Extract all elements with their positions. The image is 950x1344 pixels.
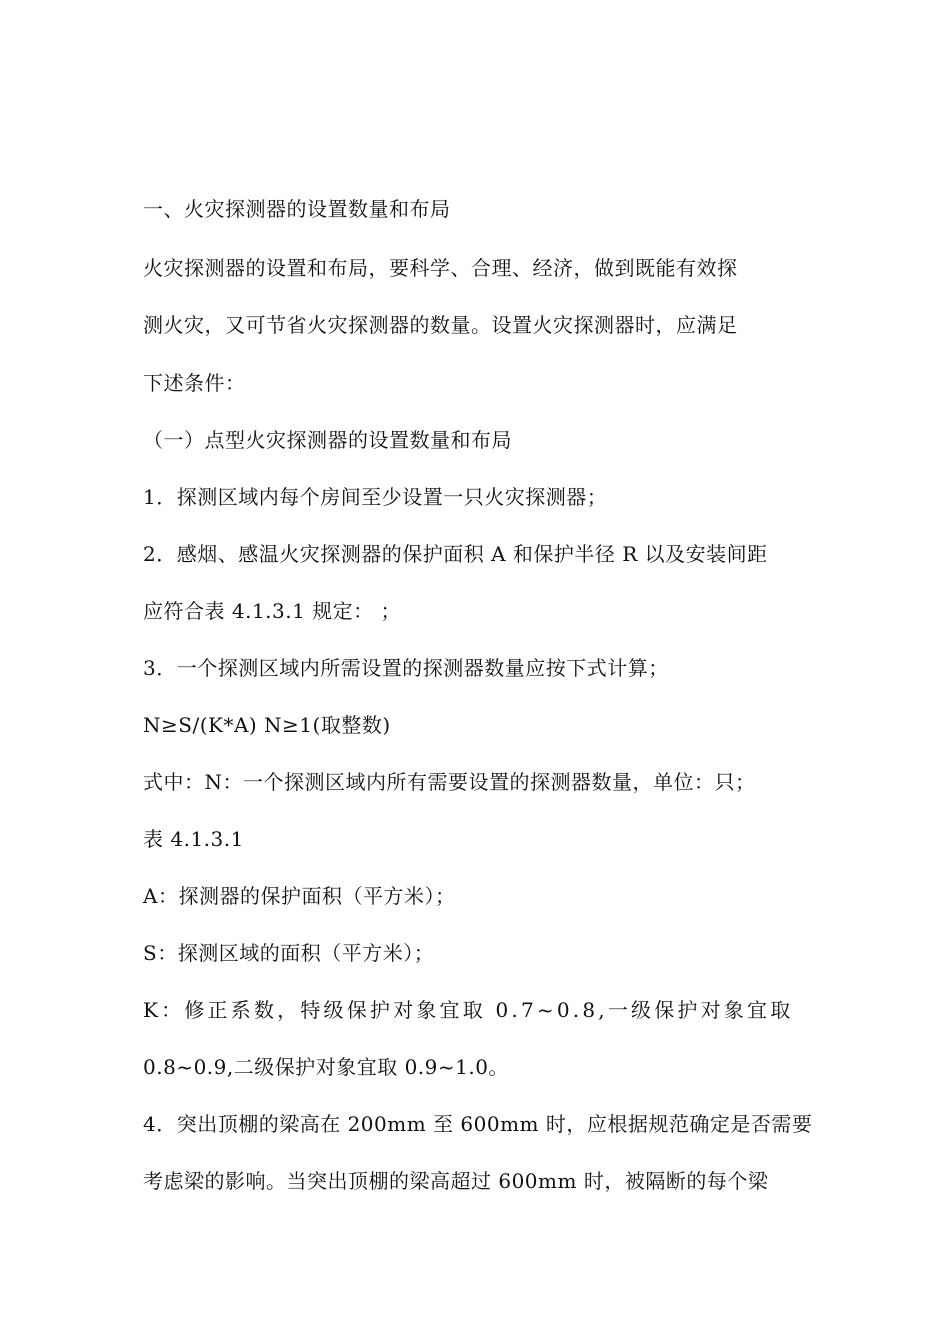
list-item: 1．探测区域内每个房间至少设置一只火灾探测器； [143,485,608,509]
paragraph-line: 应符合表 4.1.3.1 规定： ； [143,599,402,623]
paragraph-line: 火灾探测器的设置和布局，要科学、合理、经济，做到既能有效探 [143,256,738,280]
paragraph-line: 测火灾，又可节省火灾探测器的数量。设置火灾探测器时，应满足 [143,313,738,337]
section-heading: 一、火灾探测器的设置数量和布局 [143,197,451,221]
definition-line: 0.8~0.9,二级保护对象宜取 0.9~1.0。 [143,1055,509,1079]
formula: N≥S/(K*A) N≥1(取整数) [143,713,391,737]
definition-line: A：探测器的保护面积（平方米）； [143,884,456,908]
definition-line: K：修正系数，特级保护对象宜取 0.7~0.8,一级保护对象宜取 [143,998,794,1022]
list-item: 4．突出顶棚的梁高在 200mm 至 600mm 时，应根据规范确定是否需要 [143,1112,813,1136]
paragraph-line: 下述条件： [143,371,246,395]
list-item: 3．一个探测区域内所需设置的探测器数量应按下式计算； [143,656,669,680]
paragraph-line: 考虑梁的影响。当突出顶棚的梁高超过 600mm 时，被隔断的每个梁 [143,1169,769,1193]
list-item: 2．感烟、感温火灾探测器的保护面积 A 和保护半径 R 以及安装间距 [143,542,768,566]
paragraph-line: 式中：N：一个探测区域内所有需要设置的探测器数量，单位：只； [143,770,756,794]
subsection-heading: （一）点型火灾探测器的设置数量和布局 [143,428,512,452]
table-reference: 表 4.1.3.1 [143,827,244,851]
definition-line: S：探测区域的面积（平方米）； [143,941,435,965]
